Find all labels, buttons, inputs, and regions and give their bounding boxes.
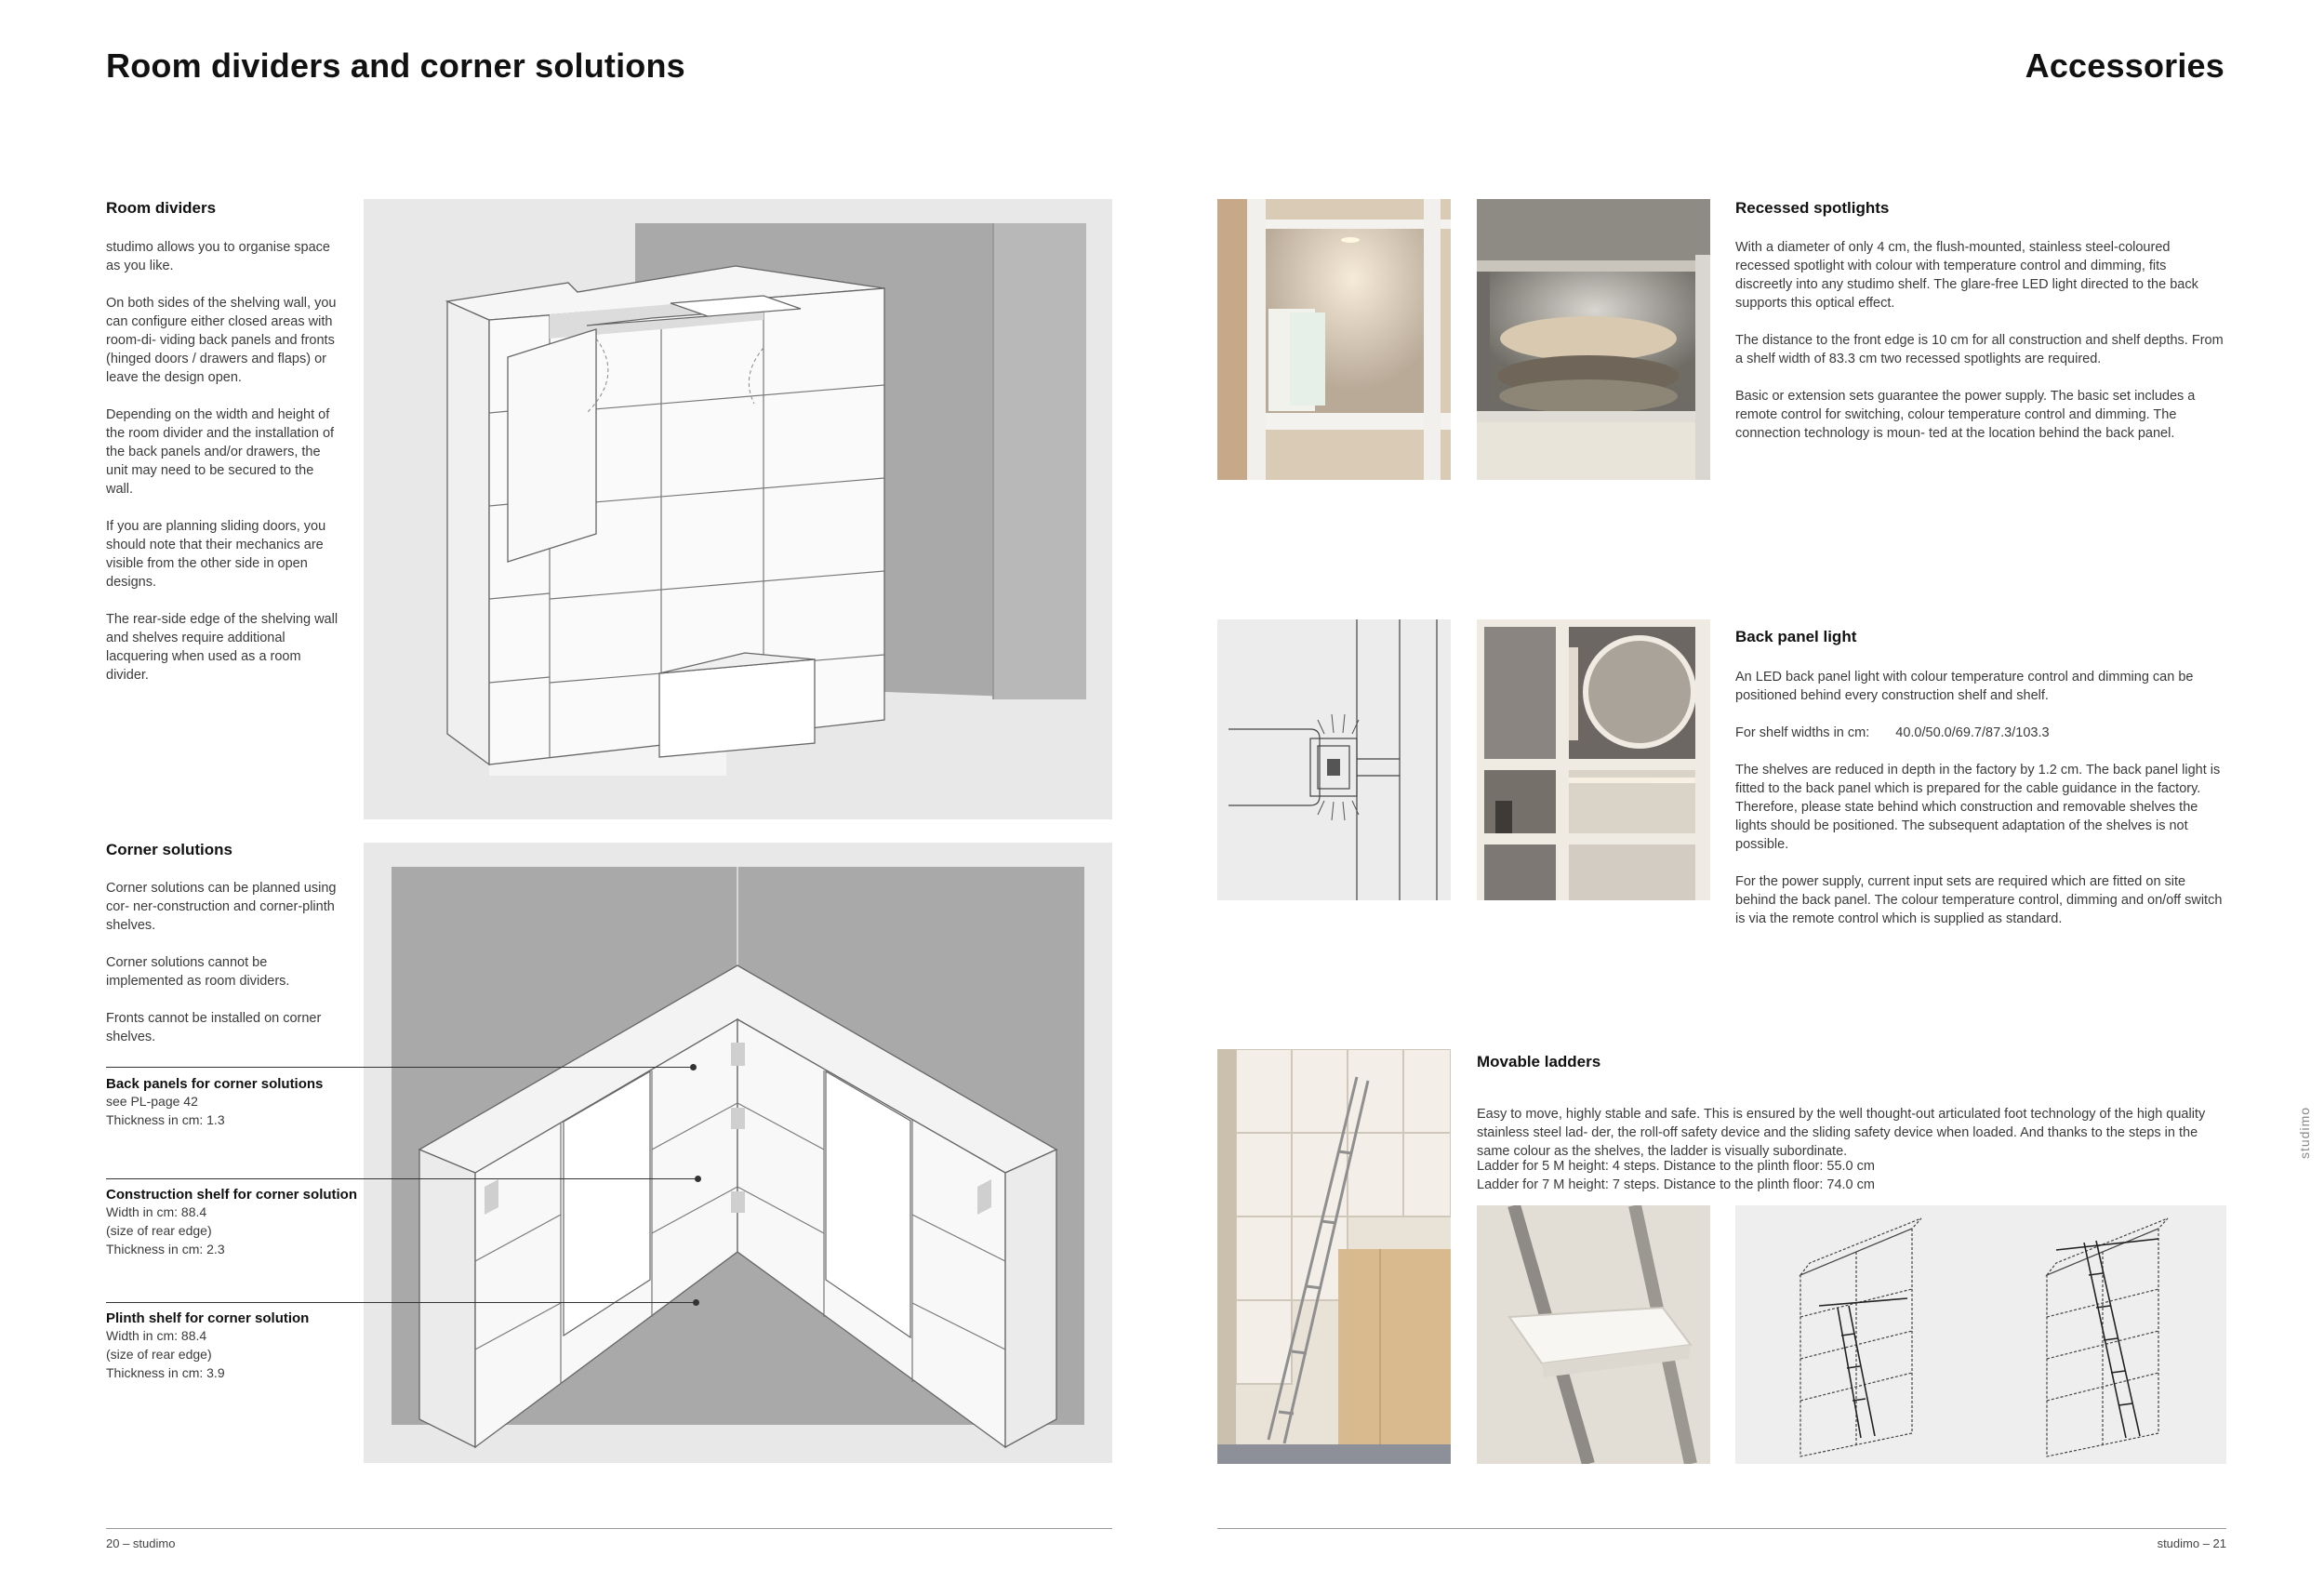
- leader-dot: [695, 1176, 701, 1182]
- corner-solutions-paragraph: Fronts cannot be installed on corner shelves.: [106, 1011, 322, 1044]
- ladders-heading: Movable ladders: [1477, 1053, 1601, 1070]
- ladders-paragraph: Easy to move, highly stable and safe. This is ensured by the well thought-out articulated foot technology of the high quality stainless steel lad- der, the roll-off safety device and the sliding safety device when loaded. And thanks to the steps in the same colour as the shelves, the ladder is visually subordinate.: [1477, 1107, 2206, 1159]
- ladder-shelf-drawings: [1735, 1205, 2226, 1464]
- back-panels-label-title: Back panels for corner solutions: [106, 1076, 324, 1092]
- ladder-spec-line: Ladder for 7 M height: 7 steps. Distance to the plinth floor: 74.0 cm: [1477, 1177, 1875, 1192]
- left-page-title: Room dividers and corner solutions: [106, 47, 685, 85]
- corner-solutions-paragraph: Corner solutions cannot be implemented as room dividers.: [106, 955, 290, 989]
- back-panel-text: [1735, 668, 2224, 928]
- back-panels-label-line: see PL-page 42: [106, 1094, 198, 1109]
- corner-solutions-paragraph: Corner solutions can be planned using cor- ner-construction and corner-plinth shelves.: [106, 881, 337, 933]
- plinth-shelf-label-line: Width in cm: 88.4: [106, 1328, 207, 1343]
- room-divider-drawing: [364, 199, 1112, 819]
- room-dividers-heading: Room dividers: [106, 199, 217, 217]
- ladder-room-photo: [1217, 1049, 1451, 1464]
- spotlight-pillows-photo: [1477, 199, 1710, 480]
- back-panel-widths: [1735, 724, 2224, 742]
- shelf-widths-label: For shelf widths in cm:: [1735, 725, 1870, 740]
- room-dividers-paragraph: If you are planning sliding doors, you should note that their mechanics are visible from the other side in open designs.: [106, 519, 326, 590]
- construction-shelf-label-line: (size of rear edge): [106, 1223, 212, 1238]
- construction-shelf-label-line: Thickness in cm: 2.3: [106, 1242, 225, 1257]
- shelf-widths-value: 40.0/50.0/69.7/87.3/103.3: [1895, 725, 2050, 740]
- side-tab-label: studimo: [2297, 1106, 2312, 1159]
- right-page-footer: studimo – 21: [2157, 1536, 2226, 1550]
- ladders-specs: [1477, 1157, 2226, 1194]
- spotlights-paragraph: With a diameter of only 4 cm, the flush-mounted, stainless steel-coloured recessed spotlight with colour with temperature control and dimming, fits discreetly into any studimo shelf. The glare-free LED light directed to the back supports this optical effect.: [1735, 240, 2198, 311]
- right-footer-rule: [1217, 1528, 2226, 1529]
- room-divider-illustration: [364, 199, 1112, 819]
- corner-solutions-text: [106, 879, 344, 1046]
- left-page-footer: 20 – studimo: [106, 1536, 176, 1550]
- corner-solutions-heading: Corner solutions: [106, 841, 233, 858]
- ladders-text: [1477, 1105, 2226, 1161]
- back-panel-paragraph: The shelves are reduced in depth in the factory by 1.2 cm. The back panel light is fitted to the back panel which is prepared for the cable guidance in the factory. Therefore, please state behind which construction and removable shelves the lights should be positioned. The subsequent adaptation of the shelves is not possible.: [1735, 763, 2221, 852]
- back-panels-label: [106, 1076, 385, 1129]
- back-panels-label-line: Thickness in cm: 1.3: [106, 1112, 225, 1127]
- spotlights-heading: Recessed spotlights: [1735, 199, 1890, 217]
- room-dividers-paragraph: Depending on the width and height of the room divider and the installation of the back panels and/or drawers, the unit may need to be secured to the wall.: [106, 407, 335, 497]
- spotlights-paragraph: The distance to the front edge is 10 cm for all construction and shelf depths. From a shelf width of 83.3 cm two recessed spotlights are required.: [1735, 333, 2224, 366]
- room-dividers-paragraph: On both sides of the shelving wall, you can configure either closed areas with room-di- viding back panels and fronts (hinged doors / drawers and flaps) or leave the design open.: [106, 296, 337, 385]
- construction-shelf-label-line: Width in cm: 88.4: [106, 1204, 207, 1219]
- leader-dot: [693, 1299, 699, 1306]
- back-panel-intro: An LED back panel light with colour temperature control and dimming can be positioned behind every construction shelf and shelf.: [1735, 670, 2194, 703]
- leader-line: [106, 1067, 695, 1068]
- construction-shelf-label: [106, 1187, 385, 1258]
- left-footer-rule: [106, 1528, 1112, 1529]
- room-dividers-text: [106, 238, 344, 685]
- construction-shelf-label-title: Construction shelf for corner solution: [106, 1187, 358, 1203]
- spotlights-paragraph: Basic or extension sets guarantee the power supply. The basic set includes a remote control for switching, colour temperature control and dimming. The connection technology is moun- ted at the location behind the back panel.: [1735, 389, 2196, 441]
- leader-dot: [690, 1064, 697, 1070]
- spotlights-text: [1735, 238, 2224, 443]
- back-panel-paragraph: For the power supply, current input sets are required which are fitted on site behind the back panel. The colour temperature control, dimming and on/off switch is via the remote control which is supplied as standard.: [1735, 874, 2223, 926]
- plinth-shelf-label-line: (size of rear edge): [106, 1347, 212, 1362]
- plinth-shelf-label-title: Plinth shelf for corner solution: [106, 1310, 310, 1326]
- back-panel-light-photo: [1477, 619, 1710, 900]
- leader-line: [106, 1302, 697, 1303]
- right-page-title: Accessories: [2025, 47, 2224, 85]
- room-dividers-paragraph: The rear-side edge of the shelving wall and shelves require additional lacquering when used as a room divider.: [106, 612, 339, 683]
- corner-solution-drawing: [364, 843, 1112, 1463]
- ladder-step-photo: [1477, 1205, 1710, 1464]
- back-panel-heading: Back panel light: [1735, 628, 1857, 645]
- leader-line: [106, 1178, 699, 1179]
- back-panel-detail-drawing: [1217, 619, 1451, 900]
- ladder-spec-line: Ladder for 5 M height: 4 steps. Distance to the plinth floor: 55.0 cm: [1477, 1159, 1875, 1174]
- spotlight-shelf-photo: [1217, 199, 1451, 480]
- room-dividers-paragraph: studimo allows you to organise space as you like.: [106, 240, 330, 273]
- corner-solution-illustration: [364, 843, 1112, 1463]
- plinth-shelf-label-line: Thickness in cm: 3.9: [106, 1365, 225, 1380]
- plinth-shelf-label: [106, 1310, 385, 1382]
